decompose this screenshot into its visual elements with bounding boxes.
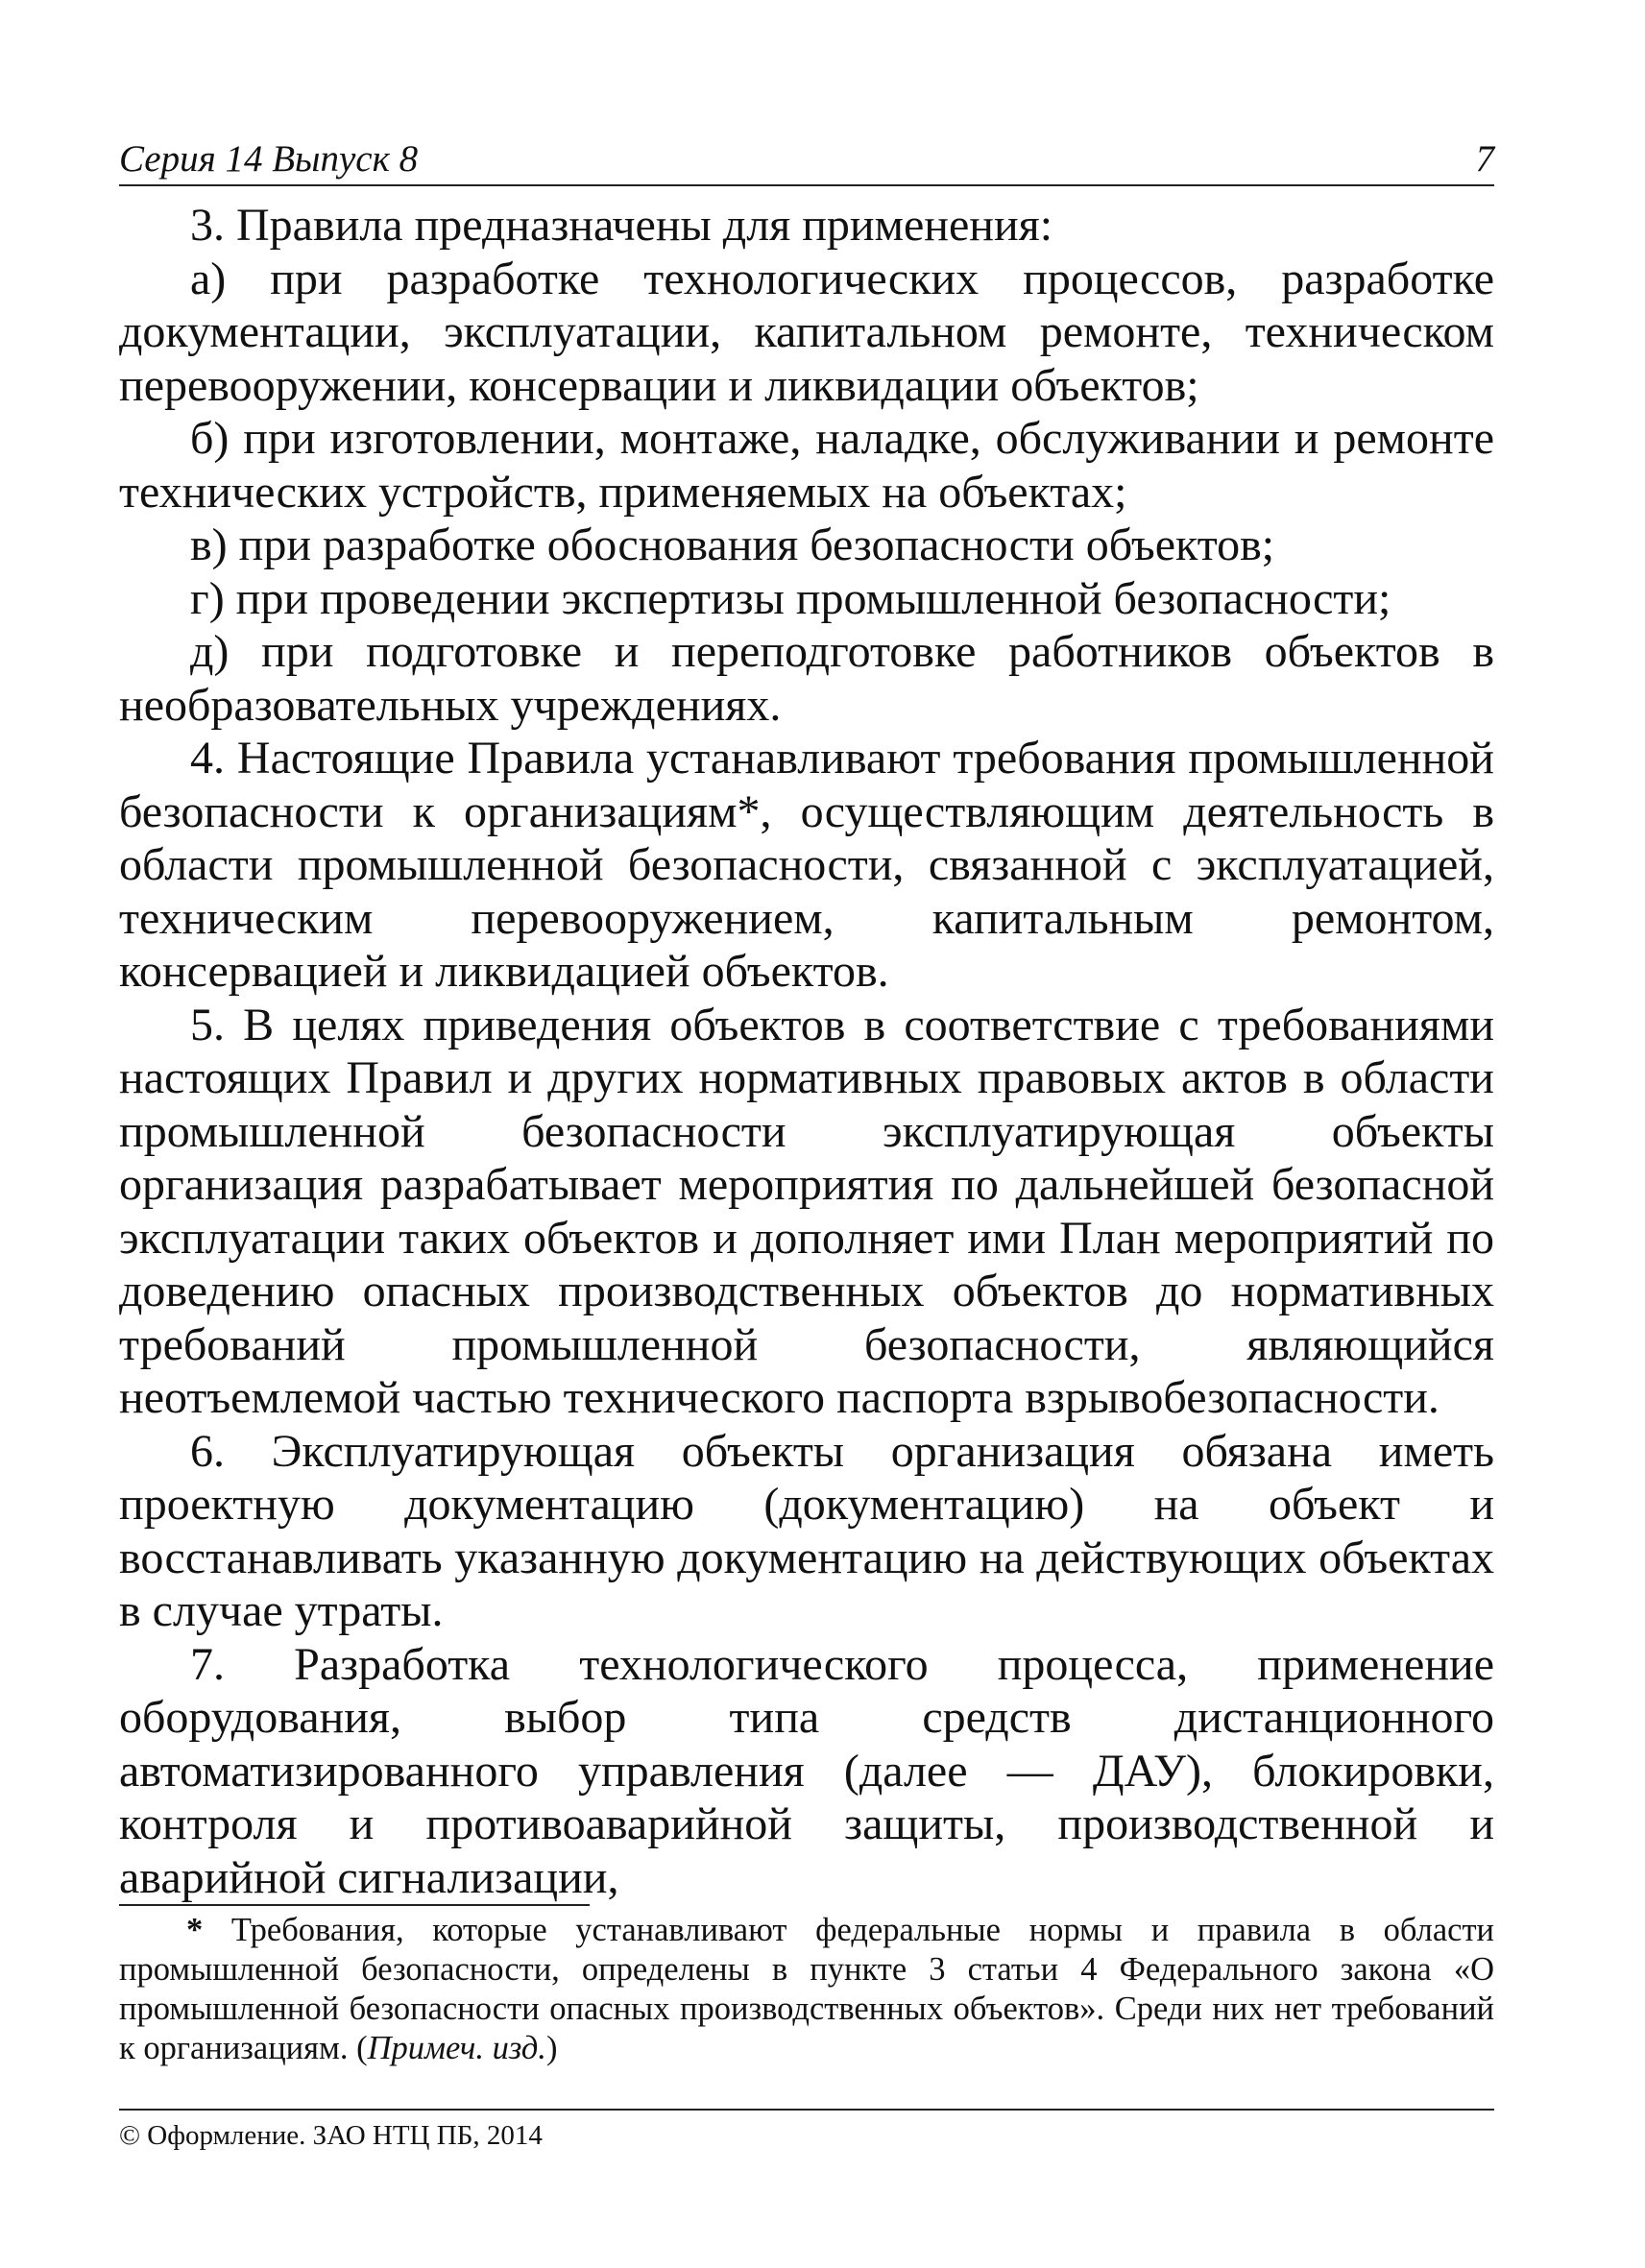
footnote-mark: *: [186, 1912, 204, 1948]
paragraph-5: 5. В целях приведения объектов в соответствие с требованиями настоящих Правил и других нормативных правовых актов в области промышленной безопасности эксплуатирующая объекты организация разрабатывает мероприятия по дальнейшей безопасной эксплуатации таких объектов и дополняет ими План мероприятий по доведению опасных производственных объектов до нормативных требований промышленной безопасности, являющийся неотъемлемой частью технического паспорта взрывобезопасности.: [119, 999, 1494, 1423]
body-text: [119, 199, 1494, 1904]
paragraph-4-text-end: , осуществляющим деятельность в области промышленной безопасности, связанной с эксплуатацией, техническим перевооружением, капитальным ремонтом, консервацией и ликвидацией объектов.: [119, 785, 1495, 997]
series-title: Серия 14 Выпуск 8: [119, 138, 419, 180]
copyright-footer: © Оформление. ЗАО НТЦ ПБ, 2014: [119, 2120, 543, 2151]
footnote-reference[interactable]: *: [737, 785, 761, 837]
running-header: [119, 134, 1494, 184]
paragraph-3a: а) при разработке технологических процессов, разработке документации, эксплуатации, капитальном ремонте, техническом перевооружении, консервации и ликвидации объектов;: [119, 253, 1494, 411]
paragraph-3: 3. Правила предназначены для применения:: [190, 200, 1053, 251]
paragraph-7: 7. Разработка технологического процесса, применение оборудования, выбор типа средств дистанционного автоматизированного управления (далее — ДАУ), блокировки, контроля и противоаварийной защиты, производственной и аварийной сигнализации,: [119, 1638, 1494, 1903]
paragraph-6: 6. Эксплуатирующая объекты организация обязана иметь проектную документацию (документацию) на объект и восстанавливать указанную документацию на действующих объектах в случае утраты.: [119, 1425, 1494, 1636]
paragraph-3g: г) при проведении экспертизы промышленной безопасности;: [190, 572, 1391, 624]
footnote-text: Требования, которые устанавливают федеральные нормы и правила в области промышленной безопасности, определены в пункте 3 статьи 4 Федерального закона «О промышленной безопасности опасных производственных объектов». Среди них нет требований к организациям. (: [119, 1912, 1494, 2066]
footnote-editor-note: Примеч. изд.: [367, 2030, 546, 2066]
page-number: 7: [1475, 138, 1494, 180]
footnote-rule: [119, 1904, 590, 1906]
paragraph-3d: д) при подготовке и переподготовке работников объектов в необразовательных учреждениях.: [119, 626, 1494, 731]
paragraph-4: [119, 732, 1494, 999]
footnote: [119, 1911, 1494, 2068]
paragraph-3v: в) при разработке обоснования безопасности объектов;: [190, 519, 1275, 570]
footer-rule: [119, 2109, 1494, 2111]
paragraph-4-text-start: 4. Настоящие Правила устанавливают требования промышленной безопасности к организациям: [119, 733, 1494, 837]
paragraph-3b: б) при изготовлении, монтаже, наладке, обслуживании и ремонте технических устройств, применяемых на объектах;: [119, 413, 1494, 518]
footnote-close: ): [545, 2030, 558, 2066]
header-rule: [119, 184, 1494, 186]
